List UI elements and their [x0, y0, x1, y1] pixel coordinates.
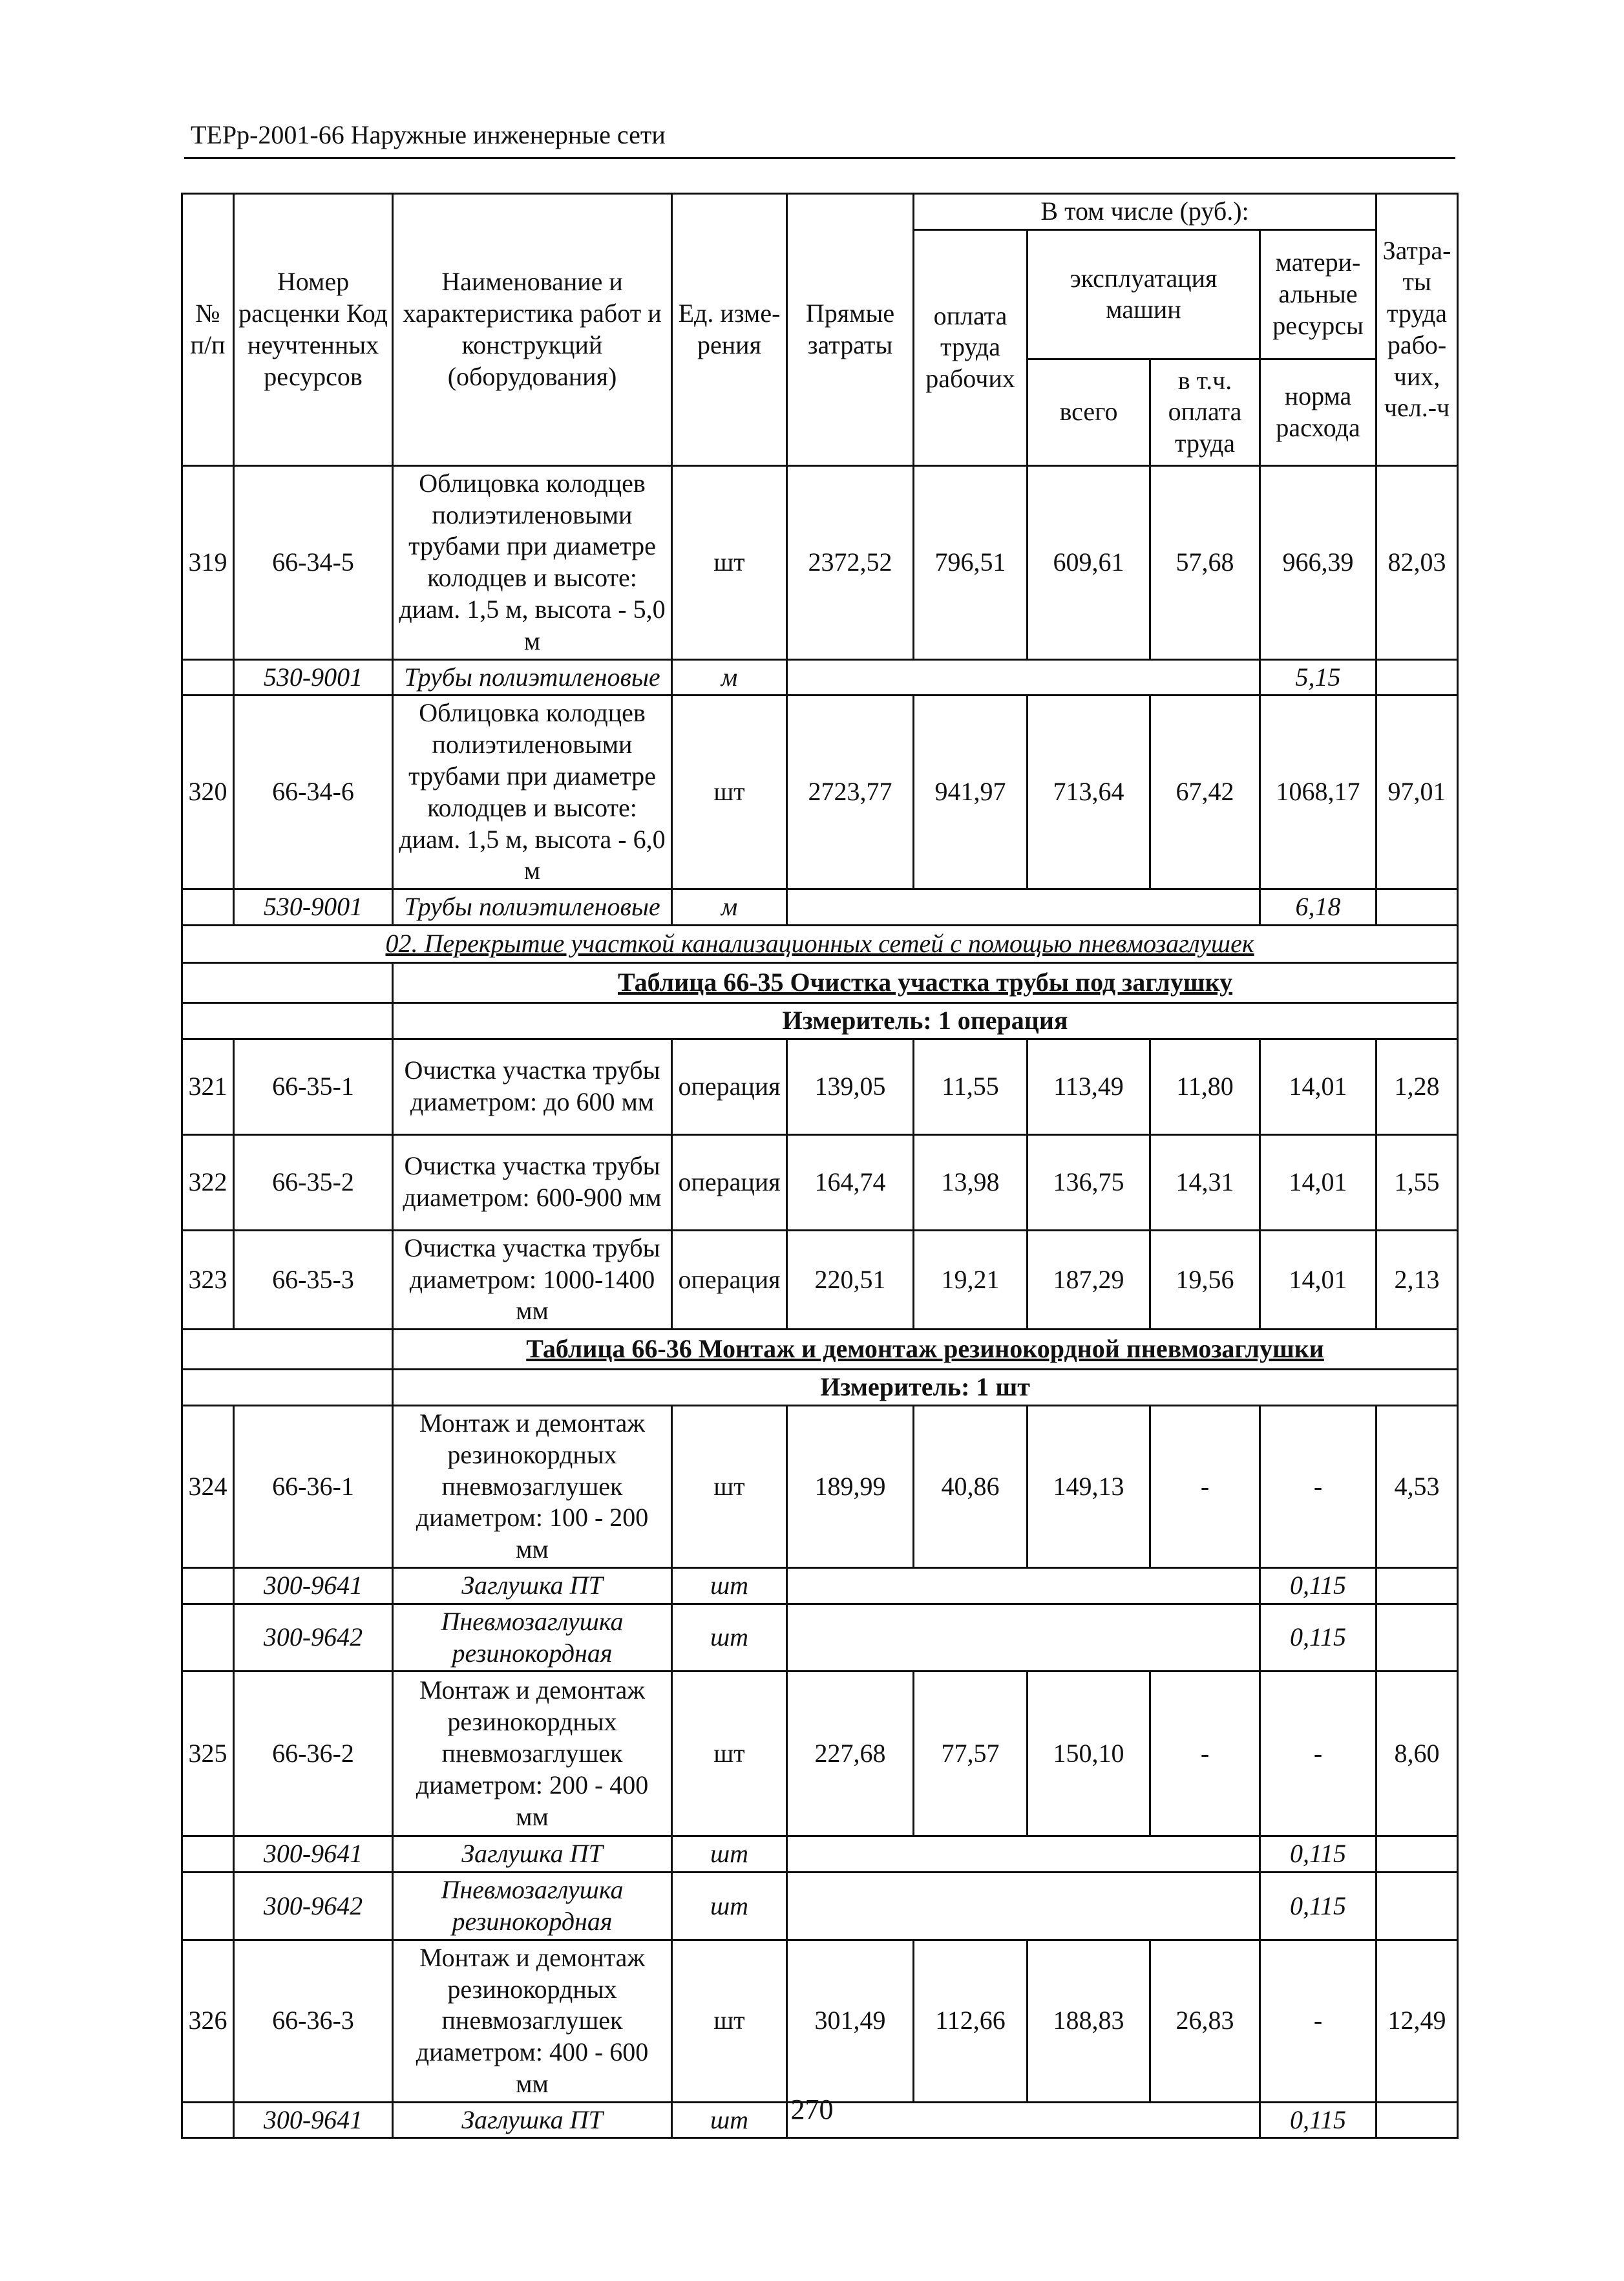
row-hours: 82,03 — [1376, 465, 1458, 659]
resource-code: 300-9642 — [234, 1604, 393, 1671]
table-row — [182, 1039, 1458, 1134]
resource-qty: 6,18 — [1260, 889, 1376, 926]
row-materials: - — [1260, 1405, 1376, 1567]
row-unit: шт — [672, 1671, 787, 1836]
row-unit: шт — [672, 695, 787, 889]
resource-unit: шт — [672, 1567, 787, 1604]
document-header-title: ТЕРр-2001-66 Наружные инженерные сети — [191, 120, 666, 149]
row-num: 319 — [182, 465, 234, 659]
resource-name: Пневмозаглушка резинокордная — [393, 1604, 672, 1671]
resource-qty: 0,115 — [1260, 2102, 1376, 2138]
section-row — [182, 925, 1458, 962]
resource-num — [182, 1873, 234, 1940]
row-hours: 8,60 — [1376, 1671, 1458, 1836]
row-num: 325 — [182, 1671, 234, 1836]
row-labor: 19,21 — [914, 1230, 1028, 1329]
header-row-1 — [182, 194, 1458, 230]
row-code: 66-36-1 — [234, 1405, 393, 1567]
row-labor: 40,86 — [914, 1405, 1028, 1567]
row-machines-labor: - — [1150, 1405, 1260, 1567]
table-title-spacer — [182, 1330, 393, 1370]
row-name: Очистка участка трубы диаметром: 1000-1400 мм — [393, 1230, 672, 1329]
resource-unit: шт — [672, 1604, 787, 1671]
resource-code: 300-9641 — [234, 1836, 393, 1873]
resource-code: 300-9641 — [234, 1567, 393, 1604]
resource-hours — [1376, 1836, 1458, 1873]
row-name: Облицовка колодцев полиэтиленовыми трубами при диаметре колодцев и высоте: диам. 1,5 м, высота - 6,0 м — [393, 695, 672, 889]
resource-unit: м — [672, 889, 787, 926]
resource-unit: шт — [672, 1836, 787, 1873]
row-direct: 189,99 — [787, 1405, 914, 1567]
row-machines: 136,75 — [1028, 1134, 1150, 1230]
header-machines-total: всего — [1028, 359, 1150, 465]
row-code: 66-34-5 — [234, 465, 393, 659]
resource-name: Трубы полиэтиленовые — [393, 889, 672, 926]
resource-row — [182, 889, 1458, 926]
row-num: 324 — [182, 1405, 234, 1567]
header-labor-hours: Затра-ты труда рабо-чих, чел.-ч — [1376, 194, 1458, 466]
resource-empty — [787, 659, 1260, 695]
resource-num — [182, 1567, 234, 1604]
table-title-row — [182, 962, 1458, 1003]
table-row — [182, 1134, 1458, 1230]
meter-row — [182, 1003, 1458, 1039]
row-machines-labor: 19,56 — [1150, 1230, 1260, 1329]
row-labor: 112,66 — [914, 1940, 1028, 2102]
resource-name: Заглушка ПТ — [393, 1567, 672, 1604]
header-code: Номер расценки Код неучтенных ресурсов — [234, 194, 393, 466]
row-machines: 713,64 — [1028, 695, 1150, 889]
row-name: Монтаж и демонтаж резинокордных пневмозаглушек диаметром: 400 - 600 мм — [393, 1940, 672, 2102]
resource-unit: шт — [672, 1873, 787, 1940]
row-unit: шт — [672, 1405, 787, 1567]
row-direct: 139,05 — [787, 1039, 914, 1134]
row-num: 321 — [182, 1039, 234, 1134]
resource-qty: 0,115 — [1260, 1567, 1376, 1604]
row-code: 66-34-6 — [234, 695, 393, 889]
row-materials: - — [1260, 1940, 1376, 2102]
resource-num — [182, 889, 234, 926]
row-code: 66-36-3 — [234, 1940, 393, 2102]
resource-qty: 0,115 — [1260, 1604, 1376, 1671]
section-title: 02. Перекрытие участкой канализационных сетей с помощью пневмозаглушек — [182, 925, 1458, 962]
header-unit: Ед. изме-рения — [672, 194, 787, 466]
row-materials: 14,01 — [1260, 1039, 1376, 1134]
meter-spacer — [182, 1003, 393, 1039]
resource-unit: шт — [672, 2102, 787, 2138]
table-row — [182, 1671, 1458, 1836]
meter-spacer — [182, 1370, 393, 1406]
row-name: Очистка участка трубы диаметром: 600-900 мм — [393, 1134, 672, 1230]
resource-empty — [787, 1836, 1260, 1873]
resource-empty — [787, 1604, 1260, 1671]
resource-row — [182, 1836, 1458, 1873]
row-labor: 11,55 — [914, 1039, 1028, 1134]
row-materials: 1068,17 — [1260, 695, 1376, 889]
table-title-row — [182, 1330, 1458, 1370]
row-materials: 14,01 — [1260, 1230, 1376, 1329]
row-code: 66-35-1 — [234, 1039, 393, 1134]
row-hours: 1,28 — [1376, 1039, 1458, 1134]
row-labor: 77,57 — [914, 1671, 1028, 1836]
row-direct: 2372,52 — [787, 465, 914, 659]
row-num: 322 — [182, 1134, 234, 1230]
resource-qty: 0,115 — [1260, 1836, 1376, 1873]
row-machines-labor: 14,31 — [1150, 1134, 1260, 1230]
rates-table — [181, 193, 1459, 2139]
resource-num — [182, 659, 234, 695]
resource-name: Пневмозаглушка резинокордная — [393, 1873, 672, 1940]
resource-row — [182, 1873, 1458, 1940]
resource-name: Заглушка ПТ — [393, 1836, 672, 1873]
row-machines-labor: - — [1150, 1671, 1260, 1836]
row-materials: - — [1260, 1671, 1376, 1836]
row-unit: операция — [672, 1134, 787, 1230]
meter-row — [182, 1370, 1458, 1406]
row-machines: 609,61 — [1028, 465, 1150, 659]
row-unit: операция — [672, 1230, 787, 1329]
table-row — [182, 1940, 1458, 2102]
header-materials: матери-альные ресурсы — [1260, 229, 1376, 359]
row-name: Очистка участка трубы диаметром: до 600 мм — [393, 1039, 672, 1134]
row-num: 320 — [182, 695, 234, 889]
row-hours: 97,01 — [1376, 695, 1458, 889]
resource-empty — [787, 889, 1260, 926]
row-name: Монтаж и демонтаж резинокордных пневмозаглушек диаметром: 200 - 400 мм — [393, 1671, 672, 1836]
resource-qty: 0,115 — [1260, 1873, 1376, 1940]
resource-name: Заглушка ПТ — [393, 2102, 672, 2138]
row-num: 323 — [182, 1230, 234, 1329]
header-name: Наименование и характеристика работ и конструкций (оборудования) — [393, 194, 672, 466]
resource-hours — [1376, 889, 1458, 926]
row-machines-labor: 11,80 — [1150, 1039, 1260, 1134]
row-unit: шт — [672, 465, 787, 659]
row-name: Облицовка колодцев полиэтиленовыми трубами при диаметре колодцев и высоте: диам. 1,5 м, высота - 5,0 м — [393, 465, 672, 659]
resource-code: 300-9642 — [234, 1873, 393, 1940]
row-name: Монтаж и демонтаж резинокордных пневмозаглушек диаметром: 100 - 200 мм — [393, 1405, 672, 1567]
row-machines: 187,29 — [1028, 1230, 1150, 1329]
row-labor: 941,97 — [914, 695, 1028, 889]
row-direct: 164,74 — [787, 1134, 914, 1230]
resource-name: Трубы полиэтиленовые — [393, 659, 672, 695]
resource-hours — [1376, 1873, 1458, 1940]
row-code: 66-36-2 — [234, 1671, 393, 1836]
page-number: 270 — [790, 2094, 834, 2125]
header-machines-labor: в т.ч. оплата труда — [1150, 359, 1260, 465]
row-code: 66-35-3 — [234, 1230, 393, 1329]
header-machines: эксплуатация машин — [1028, 229, 1260, 359]
resource-code: 530-9001 — [234, 889, 393, 926]
row-labor: 796,51 — [914, 465, 1028, 659]
row-machines: 150,10 — [1028, 1671, 1150, 1836]
row-direct: 220,51 — [787, 1230, 914, 1329]
resource-unit: м — [672, 659, 787, 695]
resource-hours — [1376, 1567, 1458, 1604]
row-direct: 2723,77 — [787, 695, 914, 889]
resource-code: 530-9001 — [234, 659, 393, 695]
row-hours: 2,13 — [1376, 1230, 1458, 1329]
resource-num — [182, 1836, 234, 1873]
header-norm: норма расхода — [1260, 359, 1376, 465]
resource-num — [182, 1604, 234, 1671]
row-direct: 301,49 — [787, 1940, 914, 2102]
header-including: В том числе (руб.): — [914, 194, 1376, 230]
table-title: Таблица 66-35 Очистка участка трубы под заглушку — [393, 962, 1458, 1003]
row-direct: 227,68 — [787, 1671, 914, 1836]
resource-empty — [787, 1873, 1260, 1940]
resource-empty — [787, 1567, 1260, 1604]
resource-row — [182, 1604, 1458, 1671]
header-labor-pay: оплата труда рабочих — [914, 229, 1028, 465]
row-unit: шт — [672, 1940, 787, 2102]
meter-label: Измеритель: 1 операция — [393, 1003, 1458, 1039]
resource-hours — [1376, 659, 1458, 695]
resource-code: 300-9641 — [234, 2102, 393, 2138]
header-rule — [184, 157, 1455, 159]
row-machines: 188,83 — [1028, 1940, 1150, 2102]
row-code: 66-35-2 — [234, 1134, 393, 1230]
meter-label: Измеритель: 1 шт — [393, 1370, 1458, 1406]
row-labor: 13,98 — [914, 1134, 1028, 1230]
resource-qty: 5,15 — [1260, 659, 1376, 695]
resource-row — [182, 1567, 1458, 1604]
table-title-spacer — [182, 962, 393, 1003]
row-materials: 14,01 — [1260, 1134, 1376, 1230]
row-unit: операция — [672, 1039, 787, 1134]
row-materials: 966,39 — [1260, 465, 1376, 659]
table-row — [182, 1405, 1458, 1567]
row-machines-labor: 67,42 — [1150, 695, 1260, 889]
table-row — [182, 695, 1458, 889]
resource-hours — [1376, 1604, 1458, 1671]
table-title: Таблица 66-36 Монтаж и демонтаж резинокордной пневмозаглушки — [393, 1330, 1458, 1370]
resource-row — [182, 659, 1458, 695]
row-machines-labor: 26,83 — [1150, 1940, 1260, 2102]
table-row — [182, 1230, 1458, 1329]
row-num: 326 — [182, 1940, 234, 2102]
table-row — [182, 465, 1458, 659]
header-direct-costs: Прямые затраты — [787, 194, 914, 466]
row-hours: 4,53 — [1376, 1405, 1458, 1567]
header-num: № п/п — [182, 194, 234, 466]
row-machines: 149,13 — [1028, 1405, 1150, 1567]
row-machines: 113,49 — [1028, 1039, 1150, 1134]
row-machines-labor: 57,68 — [1150, 465, 1260, 659]
row-hours: 1,55 — [1376, 1134, 1458, 1230]
row-hours: 12,49 — [1376, 1940, 1458, 2102]
